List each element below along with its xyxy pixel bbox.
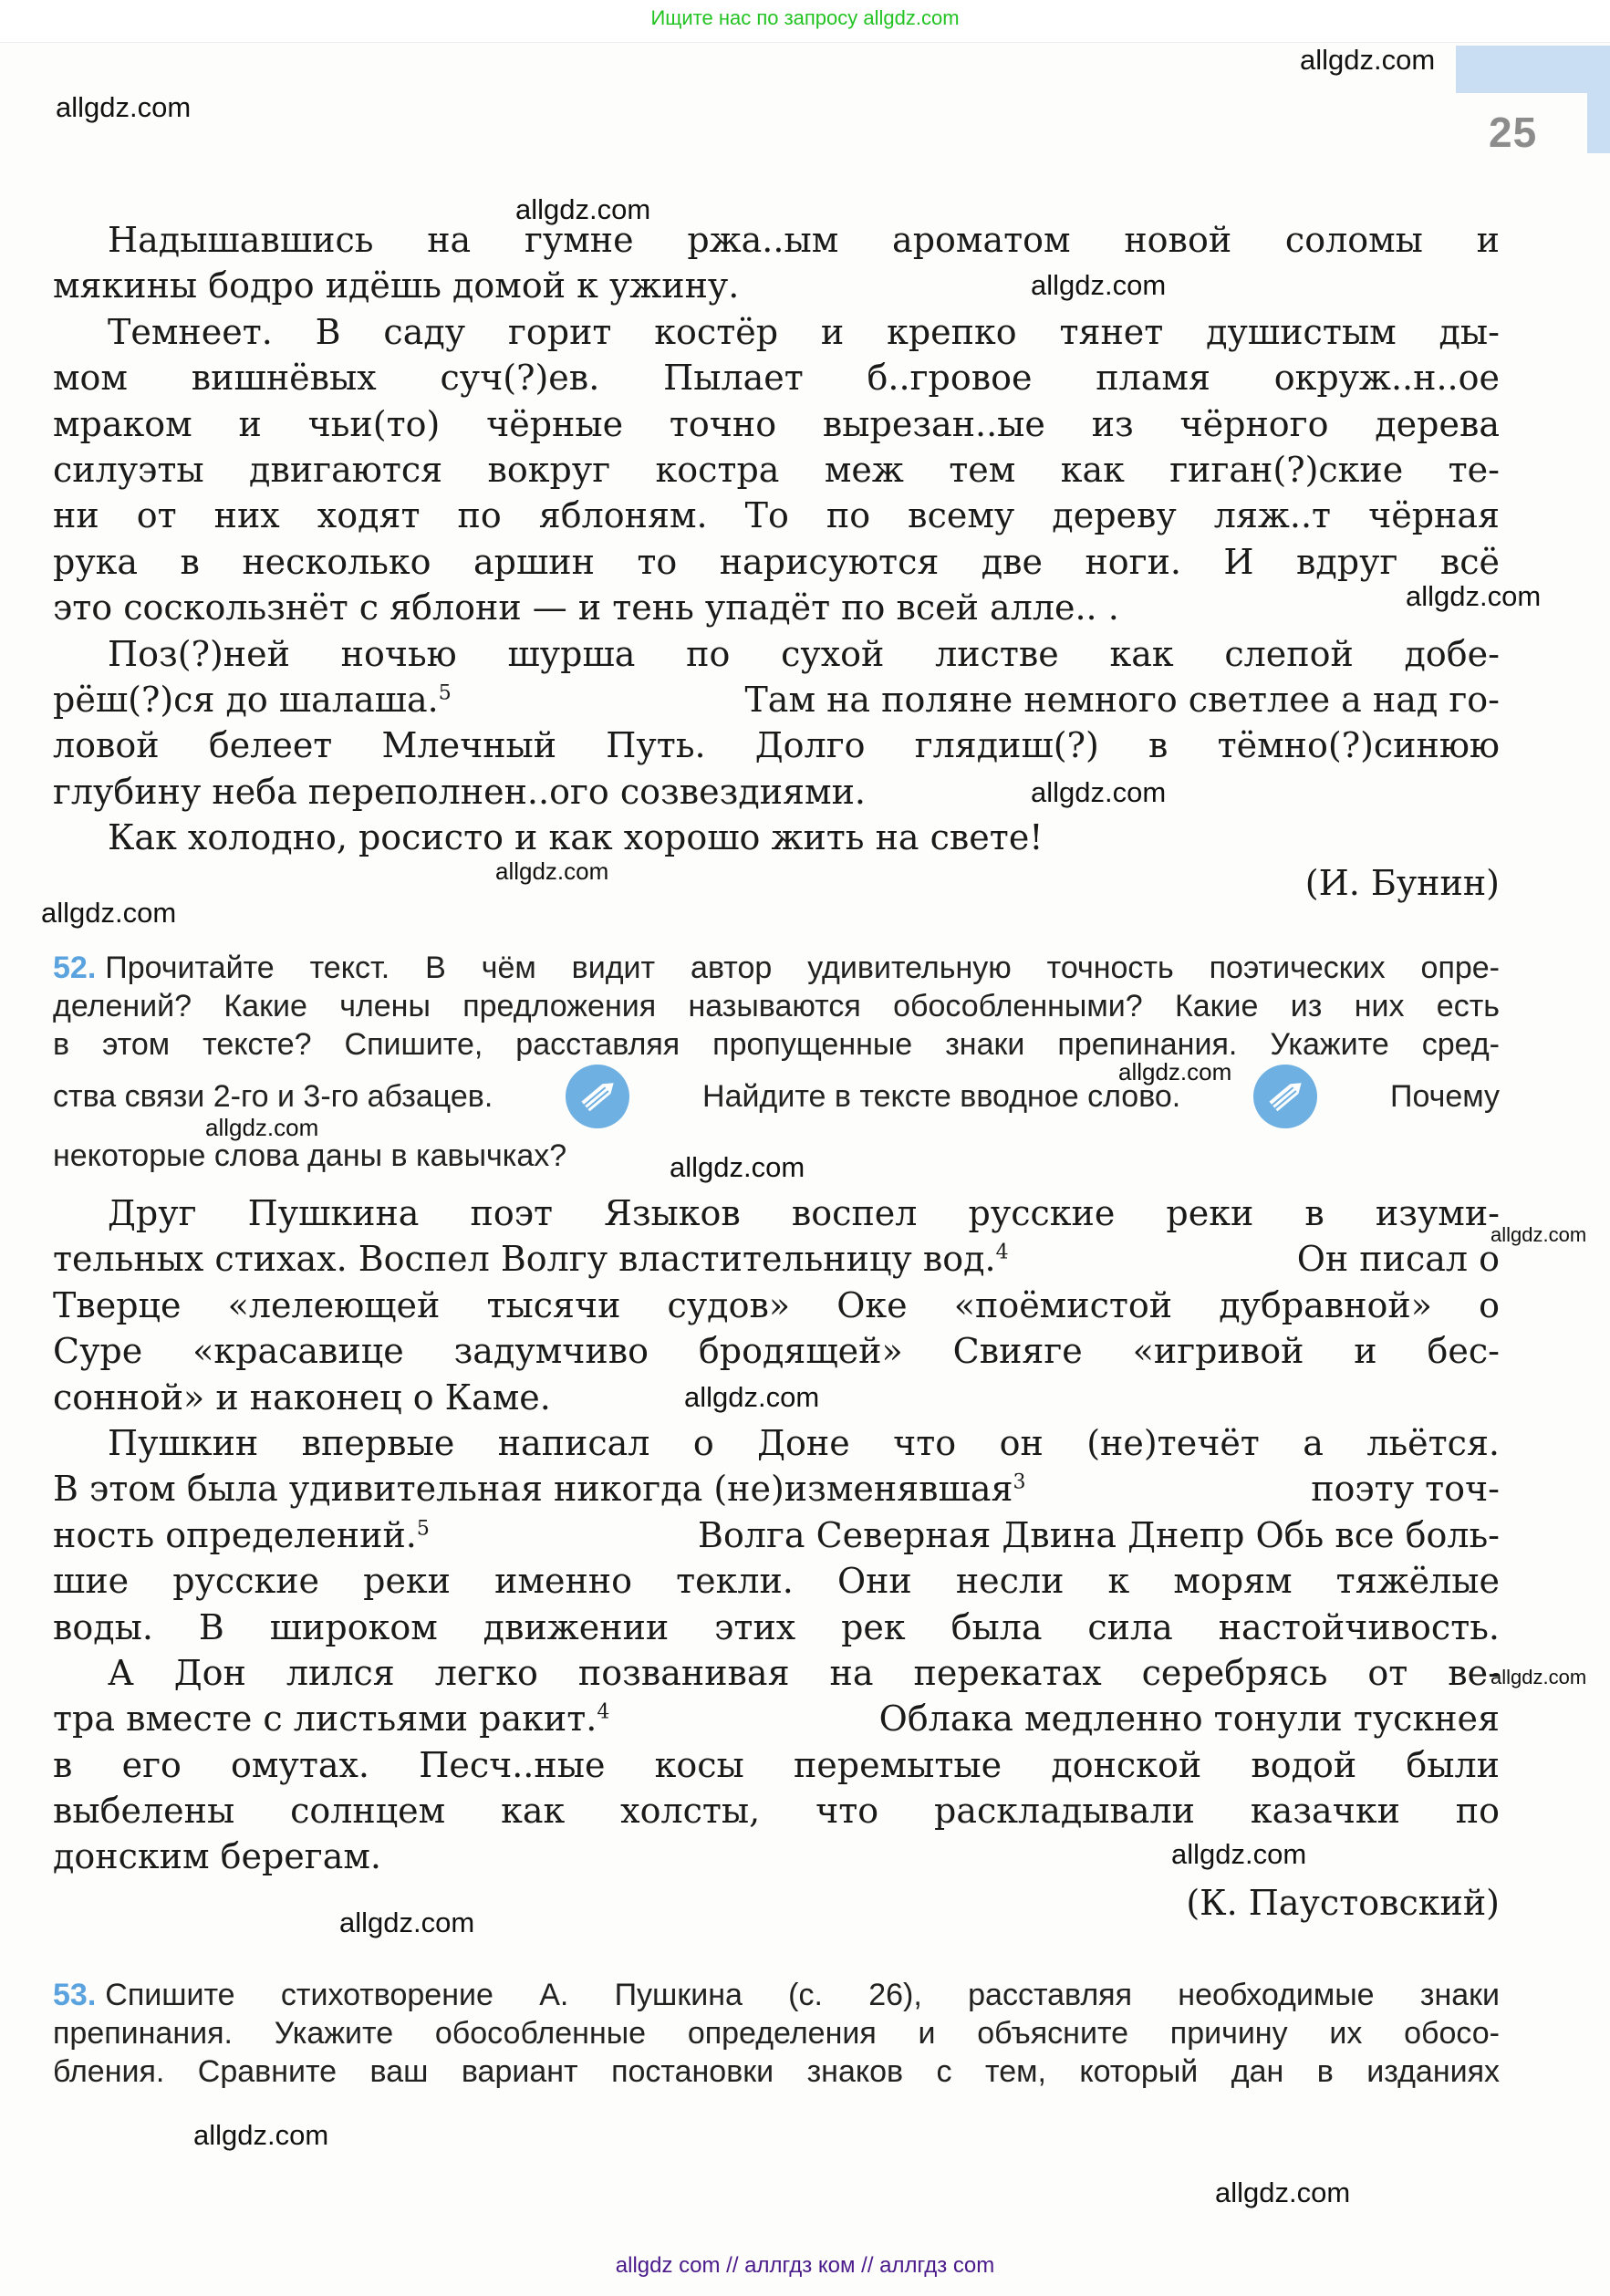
watermark: allgdz.com [1031, 269, 1167, 301]
watermark: allgdz.com [1491, 1666, 1587, 1688]
text-line: тра вместе с листьями ракит.$^4$ Облака медленно тонули тускнея [53, 1699, 1500, 1740]
task-line: ства связи 2-го и 3-го абзацев. Найдите в тексте вводное слово. Почему [53, 1069, 1500, 1124]
text-line: донским берегам. [53, 1836, 381, 1877]
footer-text: allgdz com // аллгдз ком // аллгдз com [615, 2253, 995, 2278]
text-line: рука в несколько аршин то нарисуются две ноги. И вдруг всё [53, 541, 1500, 582]
footnote-marker: 5 [416, 1517, 430, 1541]
watermark: allgdz.com [670, 1151, 805, 1183]
footnote-marker: 5 [438, 681, 452, 705]
text-line: силуэты двигаются вокруг костра меж тем как гиган(?)ские те- [53, 449, 1500, 490]
task-line: бления. Сравните ваш вариант постановки знаков с тем, который дан в изданиях [53, 2054, 1500, 2089]
text-line: в его омутах. Песч..ные косы перемытые донской водой были [53, 1744, 1500, 1785]
page-tab-decoration-vertical [1587, 46, 1610, 153]
text-line: В этом была удивительная никогда (не)изменявшая$^3$ поэту точ- [53, 1469, 1500, 1510]
task-line: некоторые слова даны в кавычках? [53, 1138, 567, 1173]
text-line: мякины бодро идёшь домой к ужину. [53, 265, 740, 306]
watermark: allgdz.com [1491, 1223, 1587, 1246]
text-line: ни от них ходят по яблоням. То по всему дереву ляж..т чёрная [53, 495, 1500, 536]
watermark: allgdz.com [1300, 44, 1436, 76]
footnote-marker: 4 [995, 1241, 1009, 1264]
text-line: Как холодно, росисто и как хорошо жить на свете! [108, 817, 1044, 858]
text-line: А Дон лился легко позванивая на перекатах серебрясь от ве- [108, 1652, 1500, 1693]
task-line: 53. Спишите стихотворение А. Пушкина (с. 26), расставляя необходимые знаки [53, 1978, 1500, 2012]
watermark: allgdz.com [56, 91, 192, 123]
watermark: allgdz.com [193, 2119, 329, 2151]
watermark: allgdz.com [1215, 2177, 1351, 2208]
text-line: Поз(?)ней ночью шурша по сухой листве как слепой добе- [108, 633, 1500, 674]
pencil-icon [1253, 1065, 1317, 1128]
author-attribution: (И. Бунин) [1304, 863, 1500, 904]
text-line: сонной» и наконец о Каме. [53, 1377, 551, 1418]
text-line: Друг Пушкина поэт Языков воспел русские реки в изуми- [108, 1193, 1500, 1233]
task-53 [53, 1976, 1500, 2091]
text-line: Темнеет. В саду горит костёр и крепко тянет душистым ды- [108, 311, 1500, 352]
text-line: выбелены солнцем как холсты, что раскладывали казачки по [53, 1791, 1500, 1832]
task-line: 52. Прочитайте текст. В чём видит автор удивительную точность поэтических опре- [53, 951, 1500, 985]
task-number: 53. [53, 1978, 97, 2012]
passage-paustovsky [53, 1190, 1500, 1926]
text-fragment: Там на поляне немного светлее а над го- [744, 679, 1500, 720]
task-number: 52. [53, 951, 97, 985]
watermark: allgdz.com [41, 897, 177, 929]
text-line: Суре «красавице задумчиво бродящей» Свияге «игривой и бес- [53, 1331, 1500, 1372]
text-line: шие русские реки именно текли. Они несли к морям тяжёлые [53, 1561, 1500, 1602]
watermark: allgdz.com [495, 857, 609, 885]
text-line: Пушкин впервые написал о Доне что он (не)течёт а льётся. [108, 1422, 1500, 1463]
watermark: allgdz.com [515, 193, 651, 225]
footnote-marker: 3 [1013, 1470, 1026, 1494]
passage-bunin [53, 217, 1500, 907]
text-fragment: рёш(?)ся до шалаша. [53, 679, 439, 720]
watermark: allgdz.com [1171, 1838, 1307, 1870]
text-line: глубину неба переполнен..ого созвездиями. [53, 771, 866, 812]
text-line: ность определений.$^5$ Волга Северная Двина Днепр Обь все боль- [53, 1514, 1500, 1555]
text-line: мраком и чьи(то) чёрные точно вырезан..ые из чёрного дерева [53, 403, 1500, 444]
watermark: allgdz.com [1031, 776, 1167, 808]
text-line: воды. В широком движении этих рек была сила настойчивость. [53, 1606, 1500, 1647]
banner-text: Ищите нас по запросу allgdz.com [650, 6, 960, 29]
top-banner [0, 0, 1610, 43]
text-line: Тверце «лелеющей тысячи судов» Оке «поёмистой дубравной» о [53, 1284, 1500, 1325]
page-number: 25 [1489, 109, 1538, 156]
watermark: allgdz.com [684, 1381, 820, 1413]
watermark: allgdz.com [205, 1114, 319, 1141]
text-line: это соскользнёт с яблони — и тень упадёт по всей алле.. . [53, 587, 1119, 629]
pencil-icon [566, 1065, 629, 1128]
text-line: мом вишнёвых суч(?)ев. Пылает б..гровое пламя окруж..н..ое [53, 358, 1500, 399]
text-line: тельных стихах. Воспел Волгу властительницу вод.$^4$ Он писал о [53, 1239, 1500, 1280]
text-line [53, 677, 1500, 722]
text-line: Надышавшись на гумне ржа..ым ароматом новой соломы и [108, 220, 1500, 260]
watermark: allgdz.com [1406, 580, 1542, 612]
task-line: препинания. Укажите обособленные определения и объясните причину их обосо- [53, 2016, 1500, 2051]
text-line: ловой белеет Млечный Путь. Долго глядиш(?) в тёмно(?)синюю [53, 725, 1500, 766]
task-line: делений? Какие члены предложения называются обособленными? Какие из них есть [53, 989, 1500, 1023]
task-line: в этом тексте? Спишите, расставляя пропущенные знаки препинания. Укажите сред- [53, 1027, 1500, 1062]
author-attribution: (К. Паустовский) [1186, 1882, 1500, 1923]
watermark: allgdz.com [339, 1906, 475, 1938]
watermark: allgdz.com [1118, 1058, 1232, 1086]
footnote-marker: 4 [597, 1700, 610, 1724]
